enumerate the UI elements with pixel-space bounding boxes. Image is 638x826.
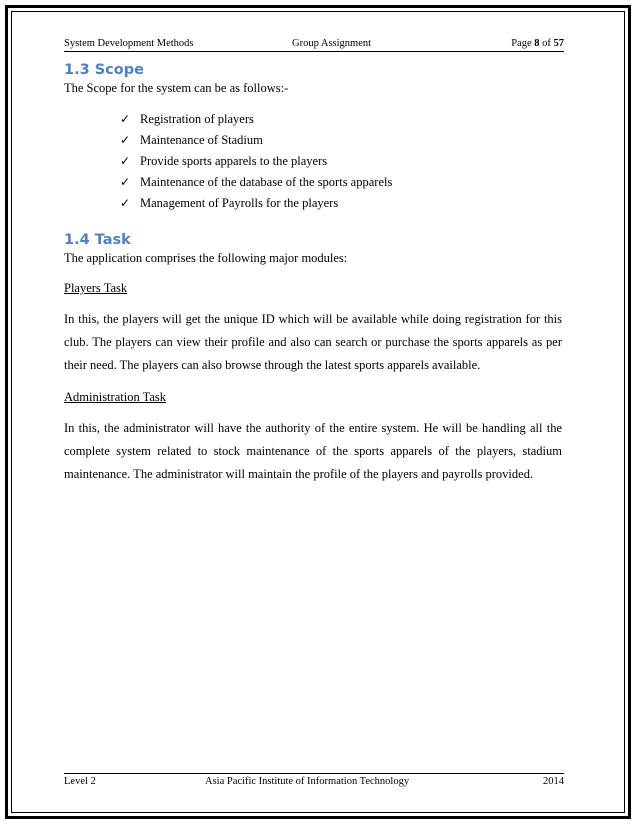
- header-course-title: System Development Methods: [64, 38, 194, 49]
- checkmark-icon: ✓: [120, 175, 131, 189]
- list-item-text: Registration of players: [140, 112, 254, 126]
- players-task-text: In this, the players will get the unique ID which will be available while doing registration for this club. The players can view their profile and also can search or purchase the sports apparels as per their need. The players can also browse through the latest sports apparels available.: [64, 312, 562, 372]
- list-item: [120, 193, 562, 214]
- scope-heading: 1.3 Scope: [64, 62, 144, 78]
- list-item: [120, 109, 562, 130]
- footer-divider: [64, 773, 564, 774]
- page-of: of: [539, 38, 554, 49]
- task-heading: 1.4 Task: [64, 232, 131, 248]
- page-current: 8: [534, 38, 540, 49]
- task-intro: The application comprises the following major modules:: [64, 251, 348, 265]
- header-divider: [64, 51, 564, 52]
- list-item-text: Provide sports apparels to the players: [140, 154, 328, 168]
- checkmark-icon: ✓: [120, 133, 131, 147]
- page-content: [64, 60, 562, 486]
- list-item-text: Management of Payrolls for the players: [140, 196, 339, 210]
- page-footer: [64, 776, 564, 790]
- footer-year: 2014: [543, 776, 564, 787]
- header-assignment-type: Group Assignment: [292, 38, 372, 49]
- page-header: [64, 38, 564, 52]
- scope-intro: The Scope for the system can be as follows:-: [64, 81, 289, 95]
- admin-task-title: Administration Task: [64, 390, 167, 404]
- footer-level: Level 2: [64, 776, 96, 787]
- footer-institute: Asia Pacific Institute of Information Technology: [205, 776, 410, 787]
- scope-checklist: [64, 109, 562, 214]
- list-item: [120, 130, 562, 151]
- checkmark-icon: ✓: [120, 154, 131, 168]
- page-prefix: Page: [511, 38, 535, 49]
- players-task-title: Players Task: [64, 281, 128, 295]
- admin-task-text: In this, the administrator will have the authority of the entire system. He will be handling all the complete system related to stock maintenance of the sports apparels of the players, stadium maintenance. The administrator will maintain the profile of the players and payrolls provided.: [64, 421, 562, 481]
- list-item: [120, 151, 562, 172]
- checkmark-icon: ✓: [120, 112, 131, 126]
- list-item-text: Maintenance of the database of the sports apparels: [140, 175, 393, 189]
- checkmark-icon: ✓: [120, 196, 131, 210]
- list-item: [120, 172, 562, 193]
- header-page-number: [511, 38, 564, 49]
- list-item-text: Maintenance of Stadium: [140, 133, 263, 147]
- page-total: 57: [553, 38, 564, 49]
